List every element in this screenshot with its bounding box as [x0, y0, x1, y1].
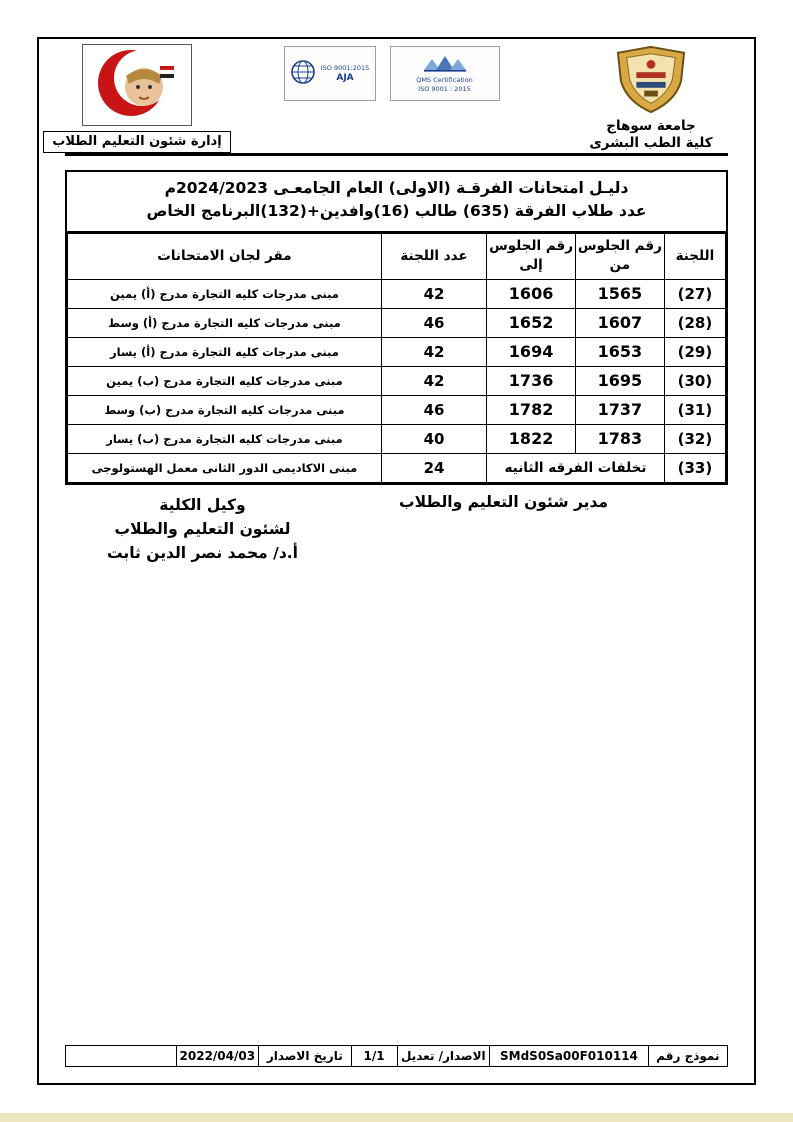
committee-number: (31) — [664, 395, 725, 424]
globe-icon — [290, 59, 316, 89]
table-row — [68, 424, 726, 453]
committee-number: (33) — [664, 453, 725, 482]
committee-location: مبنى مدرجات كليه التجارة مدرج (ب) يسار — [68, 424, 382, 453]
seat-from: 1695 — [575, 366, 664, 395]
second-year-retakes-cell: تخلفات الفرقه الثانيه — [487, 453, 665, 482]
scan-artifact-strip — [0, 1113, 793, 1122]
issue-version: 1/1 — [351, 1046, 397, 1067]
table-row — [68, 453, 726, 482]
header-from-label: من — [609, 257, 631, 273]
header-location: مقر لجان الامتحانات — [68, 233, 382, 279]
vice-dean-subtitle: لشئون التعليم والطلاب — [114, 519, 291, 538]
director-signature-title: مدير شئون التعليم والطلاب — [399, 492, 608, 511]
form-number-value: SMdS0Sa00F010114 — [490, 1046, 649, 1067]
seat-to: 1736 — [487, 366, 576, 395]
qms-caption-line: QMS Certification — [416, 75, 473, 84]
committee-number: (27) — [664, 279, 725, 308]
committee-number: (32) — [664, 424, 725, 453]
header-count: عدد اللجنة — [381, 233, 486, 279]
document-header — [52, 41, 728, 156]
exam-guide-table — [65, 170, 728, 485]
committee-count: 46 — [381, 395, 486, 424]
footer-form-table — [65, 1045, 728, 1067]
footer-empty-cell — [66, 1046, 177, 1067]
signatures-section — [65, 485, 728, 565]
department-block — [52, 44, 222, 153]
committee-number: (30) — [664, 366, 725, 395]
table-header-row — [68, 233, 726, 279]
committee-count: 42 — [381, 366, 486, 395]
title-line-1: دليـل امتحانات الفرقـة (الاولى) العام الجامعـى 2024/2023م — [164, 179, 629, 197]
header-seat-label: رقم الجلوس — [489, 238, 574, 255]
committee-location: مبنى مدرجات كليه التجارة مدرج (أ) وسط — [68, 308, 382, 337]
page-border-frame — [37, 37, 756, 1085]
issue-label: الاصدار/ تعديل — [397, 1046, 490, 1067]
committee-count: 40 — [381, 424, 486, 453]
vice-dean-title: وكيل الكلية — [159, 495, 246, 514]
seat-to: 1822 — [487, 424, 576, 453]
seat-to: 1694 — [487, 337, 576, 366]
issue-date-value: 2022/04/03 — [176, 1046, 259, 1067]
building-icon — [422, 54, 468, 76]
university-block — [576, 44, 726, 152]
committee-count: 42 — [381, 279, 486, 308]
committee-count: 46 — [381, 308, 486, 337]
table-row — [68, 337, 726, 366]
blank-area — [65, 565, 728, 1045]
aja-label: AJA — [336, 72, 354, 83]
red-crescent-logo-box — [82, 44, 192, 126]
header-seat-from — [575, 233, 664, 279]
committee-location: مبنى الاكاديمى الدور الثانى معمل الهستولوجى — [68, 453, 382, 482]
committee-location: مبنى مدرجات كليه التجارة مدرج (أ) يسار — [68, 337, 382, 366]
committee-location: مبنى مدرجات كليه التجارة مدرج (ب) وسط — [68, 395, 382, 424]
issue-date-label: تاريخ الاصدار — [259, 1046, 351, 1067]
seat-to: 1782 — [487, 395, 576, 424]
seat-from: 1565 — [575, 279, 664, 308]
table-row — [68, 308, 726, 337]
committee-number: (28) — [664, 308, 725, 337]
committee-count: 24 — [381, 453, 486, 482]
seat-from: 1783 — [575, 424, 664, 453]
vice-dean-signature-block — [107, 493, 298, 565]
seat-from: 1653 — [575, 337, 664, 366]
committee-location: مبنى مدرجات كليه التجارة مدرج (أ) يمين — [68, 279, 382, 308]
seat-from: 1607 — [575, 308, 664, 337]
header-to-label: إلى — [519, 257, 543, 273]
seat-from: 1737 — [575, 395, 664, 424]
committee-location: مبنى مدرجات كليه التجارة مدرج (ب) يمين — [68, 366, 382, 395]
qms-caption-line: ISO 9001 : 2015 — [418, 84, 471, 93]
footer-row — [66, 1046, 728, 1067]
table-row — [68, 395, 726, 424]
header-seat-label: رقم الجلوس — [577, 238, 662, 255]
aja-registrars-logo — [284, 46, 376, 101]
header-committee: اللجنة — [664, 233, 725, 279]
title-line-2: عدد طلاب الفرقة (635) طالب (16)وافدين+(132)البرنامج الخاص — [146, 202, 647, 221]
table-row — [68, 279, 726, 308]
seat-to: 1652 — [487, 308, 576, 337]
committee-count: 42 — [381, 337, 486, 366]
document-title — [67, 172, 726, 233]
certification-logos — [284, 46, 500, 101]
form-number-label: نموذج رقم — [648, 1046, 727, 1067]
seat-to: 1606 — [487, 279, 576, 308]
qms-certification-logo — [390, 46, 500, 101]
vice-dean-name: أ.د/ محمد نصر الدين ثابت — [107, 543, 298, 562]
committee-number: (29) — [664, 337, 725, 366]
aja-caption-line: ISO 9001:2015 — [320, 64, 370, 73]
university-name: جامعة سوهاج — [606, 118, 696, 134]
department-caption: إدارة شئون التعليم الطلاب — [43, 131, 230, 153]
faculty-name: كلية الطب البشرى — [589, 134, 713, 151]
university-shield-icon — [611, 44, 691, 118]
red-crescent-icon — [86, 105, 188, 124]
header-seat-to — [487, 233, 576, 279]
table-row — [68, 366, 726, 395]
